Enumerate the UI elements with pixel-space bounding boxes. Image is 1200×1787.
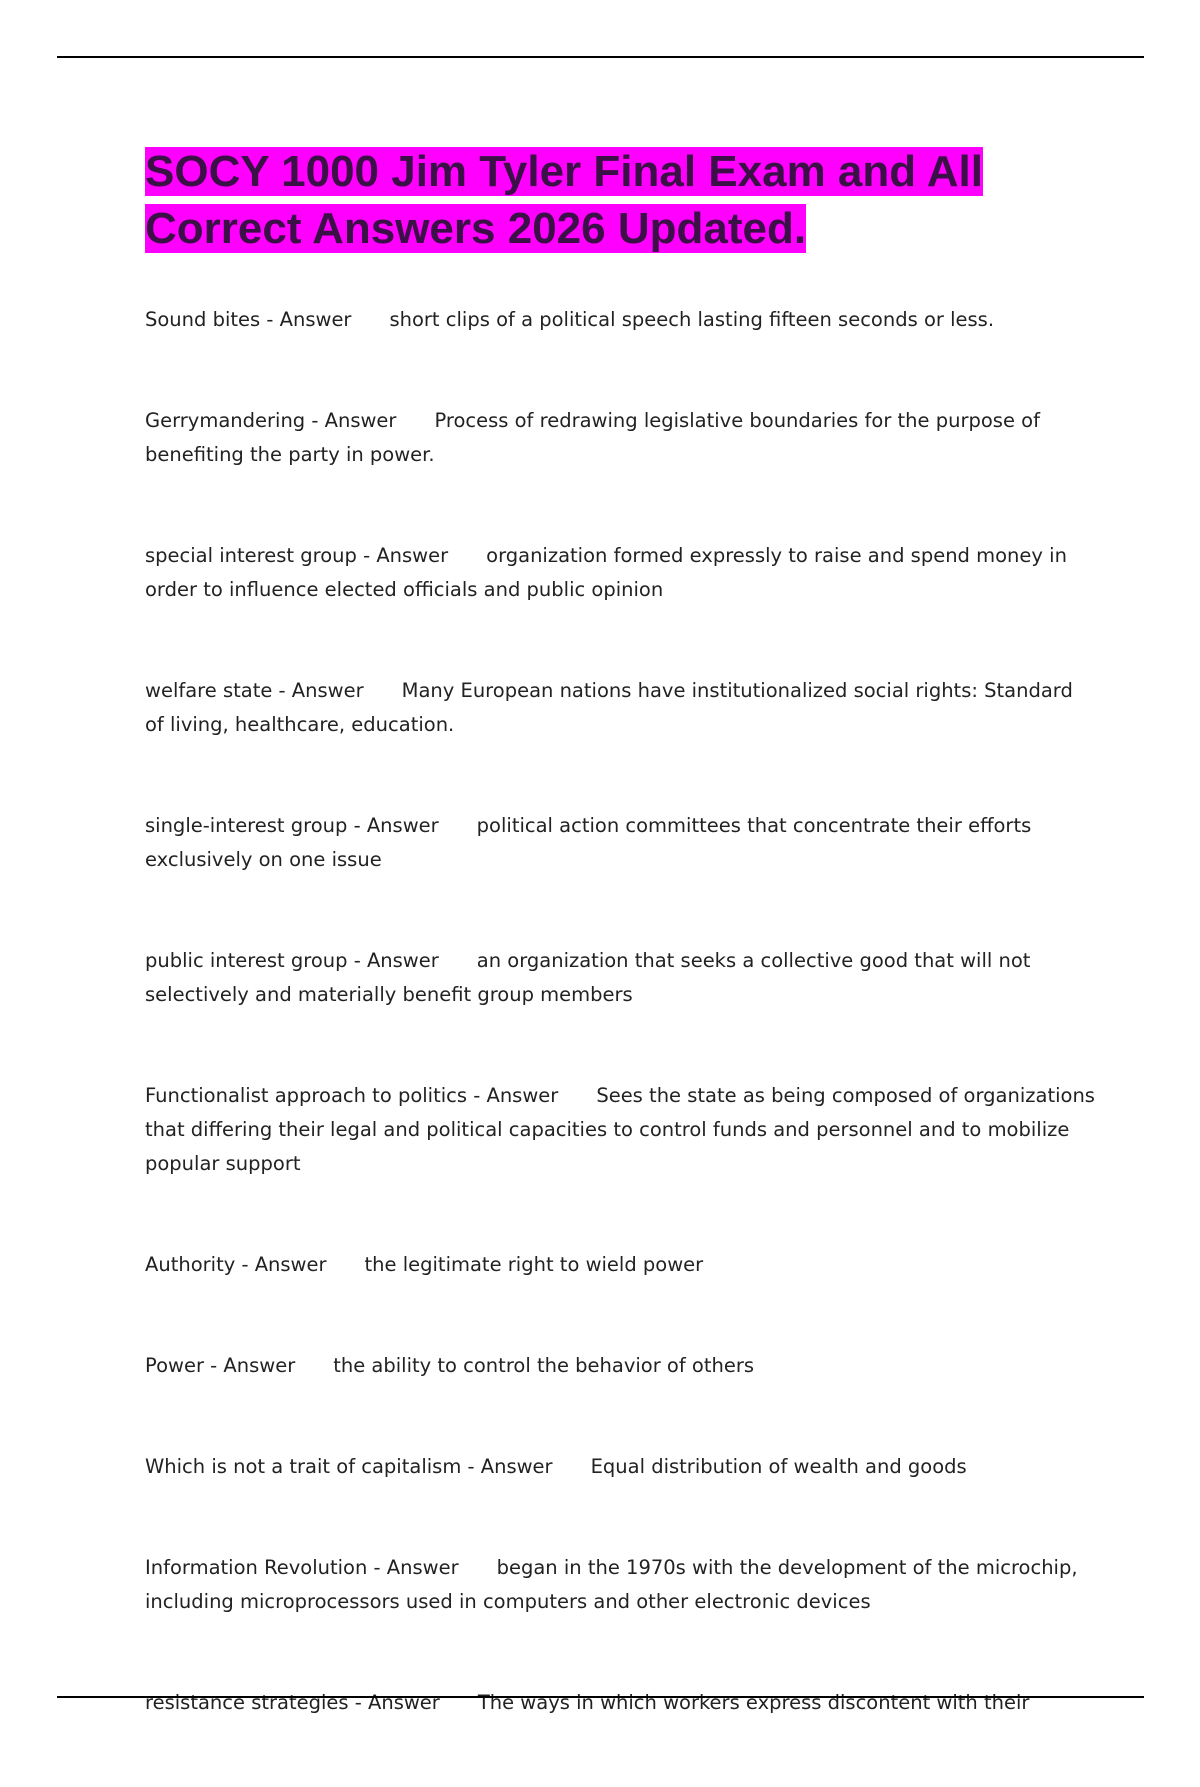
qa-term: Gerrymandering - Answer [145,409,397,432]
qa-term: Sound bites - Answer [145,308,352,331]
qa-term: Functionalist approach to politics - Answer [145,1084,559,1107]
qa-term: Authority - Answer [145,1253,327,1276]
qa-item [145,1551,1095,1619]
qa-term: special interest group - Answer [145,544,449,567]
qa-answer: The ways in which workers express discontent with their [477,1691,1030,1714]
qa-item [145,1686,1095,1720]
qa-answer: short clips of a political speech lasting fifteen seconds or less. [389,308,995,331]
qa-answer: an organization that seeks a collective good that will not selectively and materially benefit group members [145,949,1031,1006]
qa-answer: political action committees that concentrate their efforts exclusively on one issue [145,814,1032,871]
qa-item [145,303,1095,337]
document-title-text: SOCY 1000 Jim Tyler Final Exam and All Correct Answers 2026 Updated. [145,147,983,253]
qa-answer: Equal distribution of wealth and goods [590,1455,967,1478]
qa-answer: organization formed expressly to raise and spend money in order to influence elected officials and public opinion [145,544,1067,601]
qa-term: public interest group - Answer [145,949,439,972]
footer-rule [57,1696,1144,1698]
qa-item [145,1450,1095,1484]
qa-item [145,1079,1095,1181]
qa-answer: the legitimate right to wield power [364,1253,704,1276]
qa-item [145,1349,1095,1383]
qa-item [145,539,1095,607]
qa-item [145,944,1095,1012]
qa-list [145,303,1095,1787]
qa-item [145,674,1095,742]
qa-item [145,1248,1095,1282]
qa-answer: the ability to control the behavior of others [333,1354,755,1377]
qa-term: Information Revolution - Answer [145,1556,459,1579]
qa-item [145,404,1095,472]
qa-answer: Many European nations have institutionalized social rights: Standard of living, healthcare, education. [145,679,1073,736]
qa-item [145,809,1095,877]
qa-term: welfare state - Answer [145,679,364,702]
qa-answer: Process of redrawing legislative boundaries for the purpose of benefiting the party in power. [145,409,1040,466]
document-title [145,143,1045,257]
qa-term: single-interest group - Answer [145,814,439,837]
qa-answer: Sees the state as being composed of organizations that differing their legal and political capacities to control funds and personnel and to mobilize popular support [145,1084,1095,1175]
header-rule [57,56,1144,58]
qa-term: Power - Answer [145,1354,296,1377]
qa-answer: began in the 1970s with the development of the microchip, including microprocessors used in computers and other electronic devices [145,1556,1078,1613]
qa-term: resistance strategies - Answer [145,1691,440,1714]
qa-term: Which is not a trait of capitalism - Answer [145,1455,553,1478]
